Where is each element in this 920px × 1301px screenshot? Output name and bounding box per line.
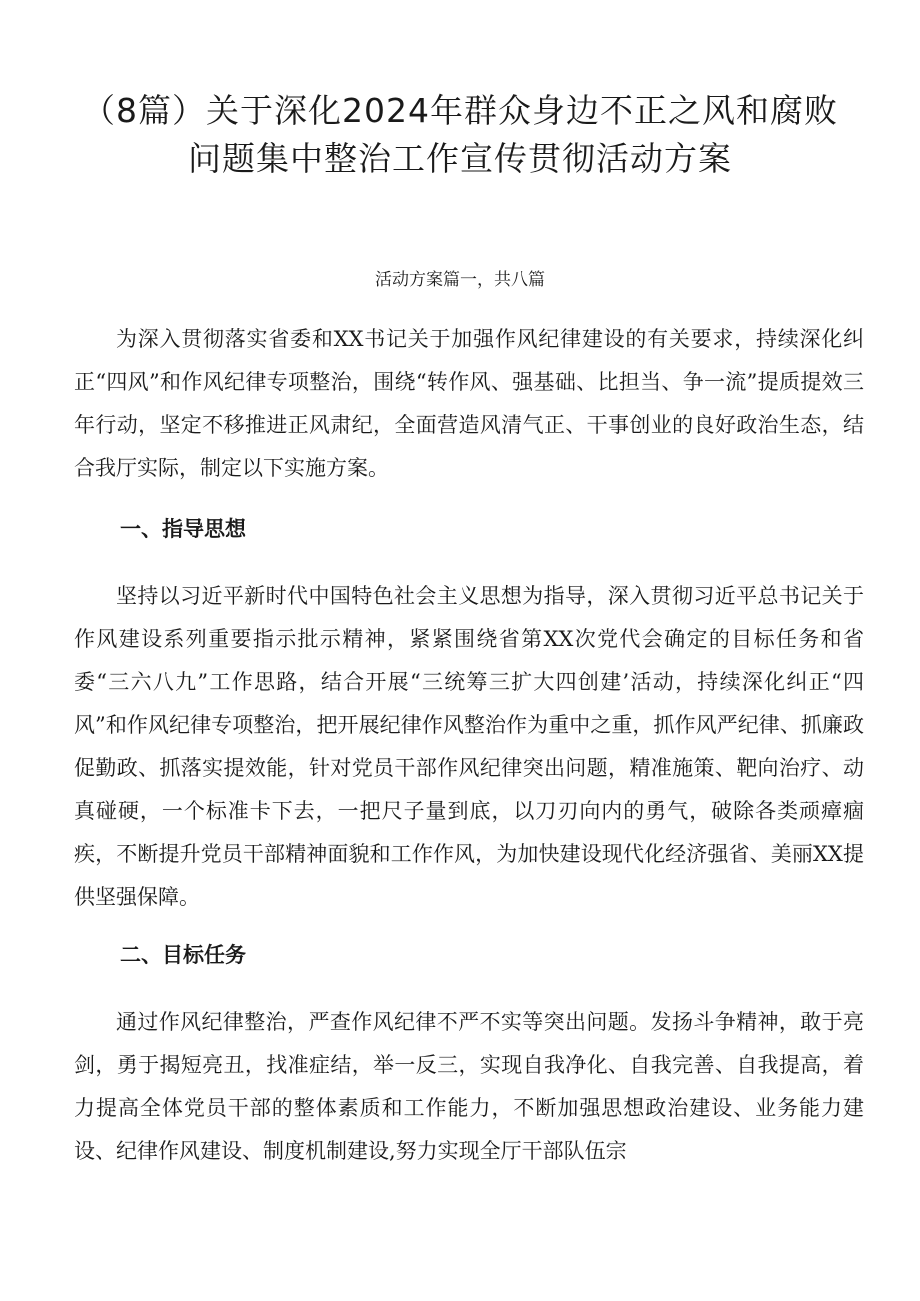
intro-paragraph: 为深入贯彻落实省委和XX书记关于加强作风纪律建设的有关要求，持续深化纠正“四风”和作风纪律专项整治，围绕“转作风、强基础、比担当、争一流”提质提效三年行动，坚定不移推进正风肃纪，全面营造风清气正、干事创业的良好政治生态，结合我厅实际，制定以下实施方案。 bbox=[74, 327, 864, 480]
section-heading-guiding-ideology: 一、指导思想 bbox=[120, 517, 246, 541]
document-title-line-2: 问题集中整治工作宣传贯彻活动方案 bbox=[188, 139, 732, 178]
section-paragraph-objectives: 通过作风纪律整治，严查作风纪律不严不实等突出问题。发扬斗争精神，敢于亮剑，勇于揭短亮丑，找准症结，举一反三，实现自我净化、自我完善、自我提高，着力提高全体党员干部的整体素质和工作能力，不断加强思想政治建设、业务能力建设、纪律作风建设、制度机制建设,努力实现全厅干部队伍宗 bbox=[74, 1010, 864, 1163]
document-subtitle: 活动方案篇一，共八篇 bbox=[375, 270, 545, 290]
section-paragraph-guiding-ideology: 坚持以习近平新时代中国特色社会主义思想为指导，深入贯彻习近平总书记关于作风建设系列重要指示批示精神，紧紧围绕省第XX次党代会确定的目标任务和省委“三六八九”工作思路，结合开展“三统筹三扩大四创建’活动，持续深化纠正“四风”和作风纪律专项整治，把开展纪律作风整治作为重中之重，抓作风严纪律、抓廉政促勤政、抓落实提效能，针对党员干部作风纪律突出问题，精准施策、靶向治疗、动真碰硬，一个标准卡下去，一把尺子量到底，以刀刃向内的勇气，破除各类顽瘴痼疾，不断提升党员干部精神面貌和工作作风，为加快建设现代化经济强省、美丽XX提供坚强保障。 bbox=[74, 584, 864, 909]
section-heading-objectives: 二、目标任务 bbox=[120, 943, 246, 967]
document-title-line-1: （8篇）关于深化2024年群众身边不正之风和腐败 bbox=[82, 91, 838, 130]
